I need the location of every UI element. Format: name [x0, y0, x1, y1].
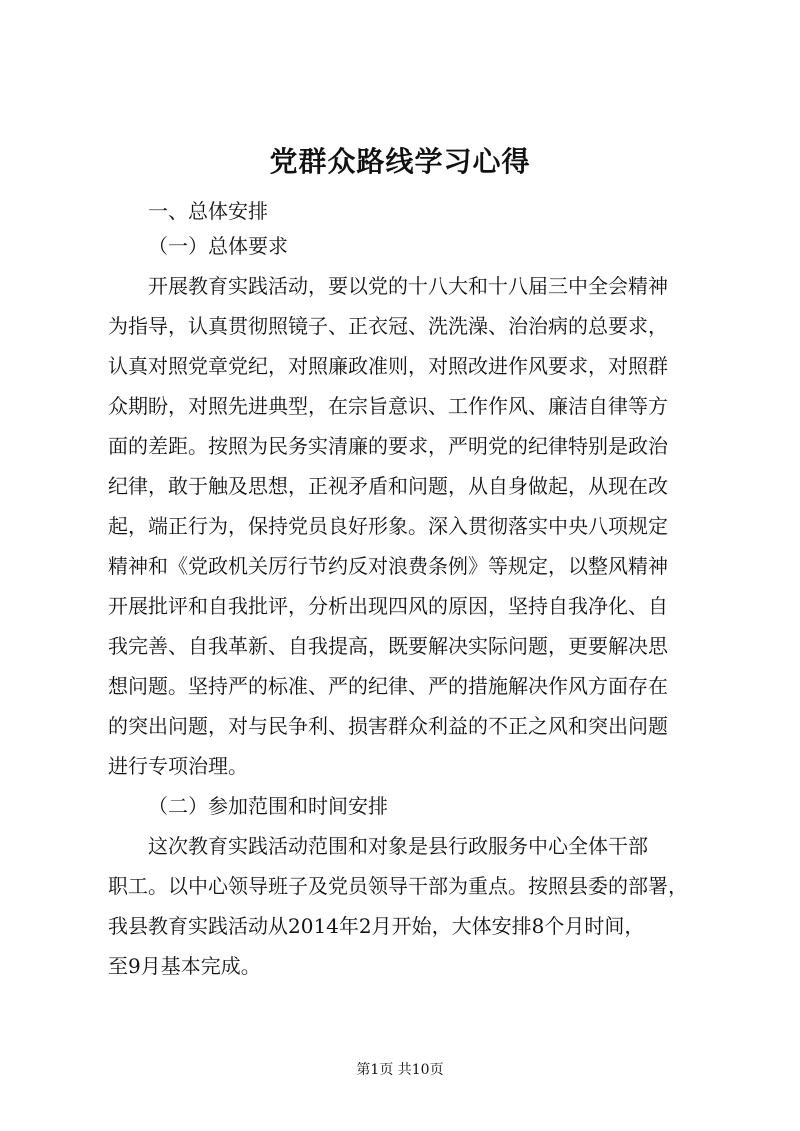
paragraph-line: 进行专项治理。: [108, 754, 248, 778]
paragraph-line: 的突出问题，对与民争利、损害群众利益的不正之风和突出问题: [108, 714, 668, 738]
paragraph-line: 职工。以中心领导班子及党员领导干部为重点。按照县委的部署，: [108, 874, 688, 898]
paragraph-line: 精神和《党政机关厉行节约反对浪费条例》等规定，以整风精神: [108, 554, 668, 578]
paragraph-line: 认真对照党章党纪，对照廉政准则，对照改进作风要求，对照群: [108, 354, 668, 378]
page-number-footer: 第1页 共10页: [356, 1062, 444, 1078]
paragraph-line: 至9月基本完成。: [108, 954, 261, 978]
paragraph-line: 起，端正行为，保持党员良好形象。深入贯彻落实中央八项规定: [108, 514, 668, 538]
paragraph-line: 这次教育实践活动范围和对象是县行政服务中心全体干部: [148, 834, 648, 858]
paragraph-line: 众期盼，对照先进典型，在宗旨意识、工作作风、廉洁自律等方: [108, 394, 668, 418]
paragraph-line: 面的差距。按照为民务实清廉的要求，严明党的纪律特别是政治: [108, 434, 668, 458]
paragraph-line: 想问题。坚持严的标准、严的纪律、严的措施解决作风方面存在: [108, 674, 668, 698]
subsection-heading-2: （二）参加范围和时间安排: [148, 794, 388, 818]
paragraph-line: 我完善、自我革新、自我提高，既要解决实际问题，更要解决思: [108, 634, 668, 658]
paragraph-line: 开展教育实践活动，要以党的十八大和十八届三中全会精神: [148, 274, 668, 298]
paragraph-line: 我县教育实践活动从2014年2月开始，大体安排8个月时间，: [108, 914, 645, 938]
paragraph-line: 为指导，认真贯彻照镜子、正衣冠、洗洗澡、治治病的总要求，: [108, 314, 668, 338]
section-heading-1: 一、总体安排: [148, 199, 268, 223]
subsection-heading-1: （一）总体要求: [148, 234, 288, 258]
document-title: 党群众路线学习心得: [269, 145, 531, 178]
paragraph-line: 开展批评和自我批评，分析出现四风的原因，坚持自我净化、自: [108, 594, 668, 618]
paragraph-line: 纪律，敢于触及思想，正视矛盾和问题，从自身做起，从现在改: [108, 474, 668, 498]
